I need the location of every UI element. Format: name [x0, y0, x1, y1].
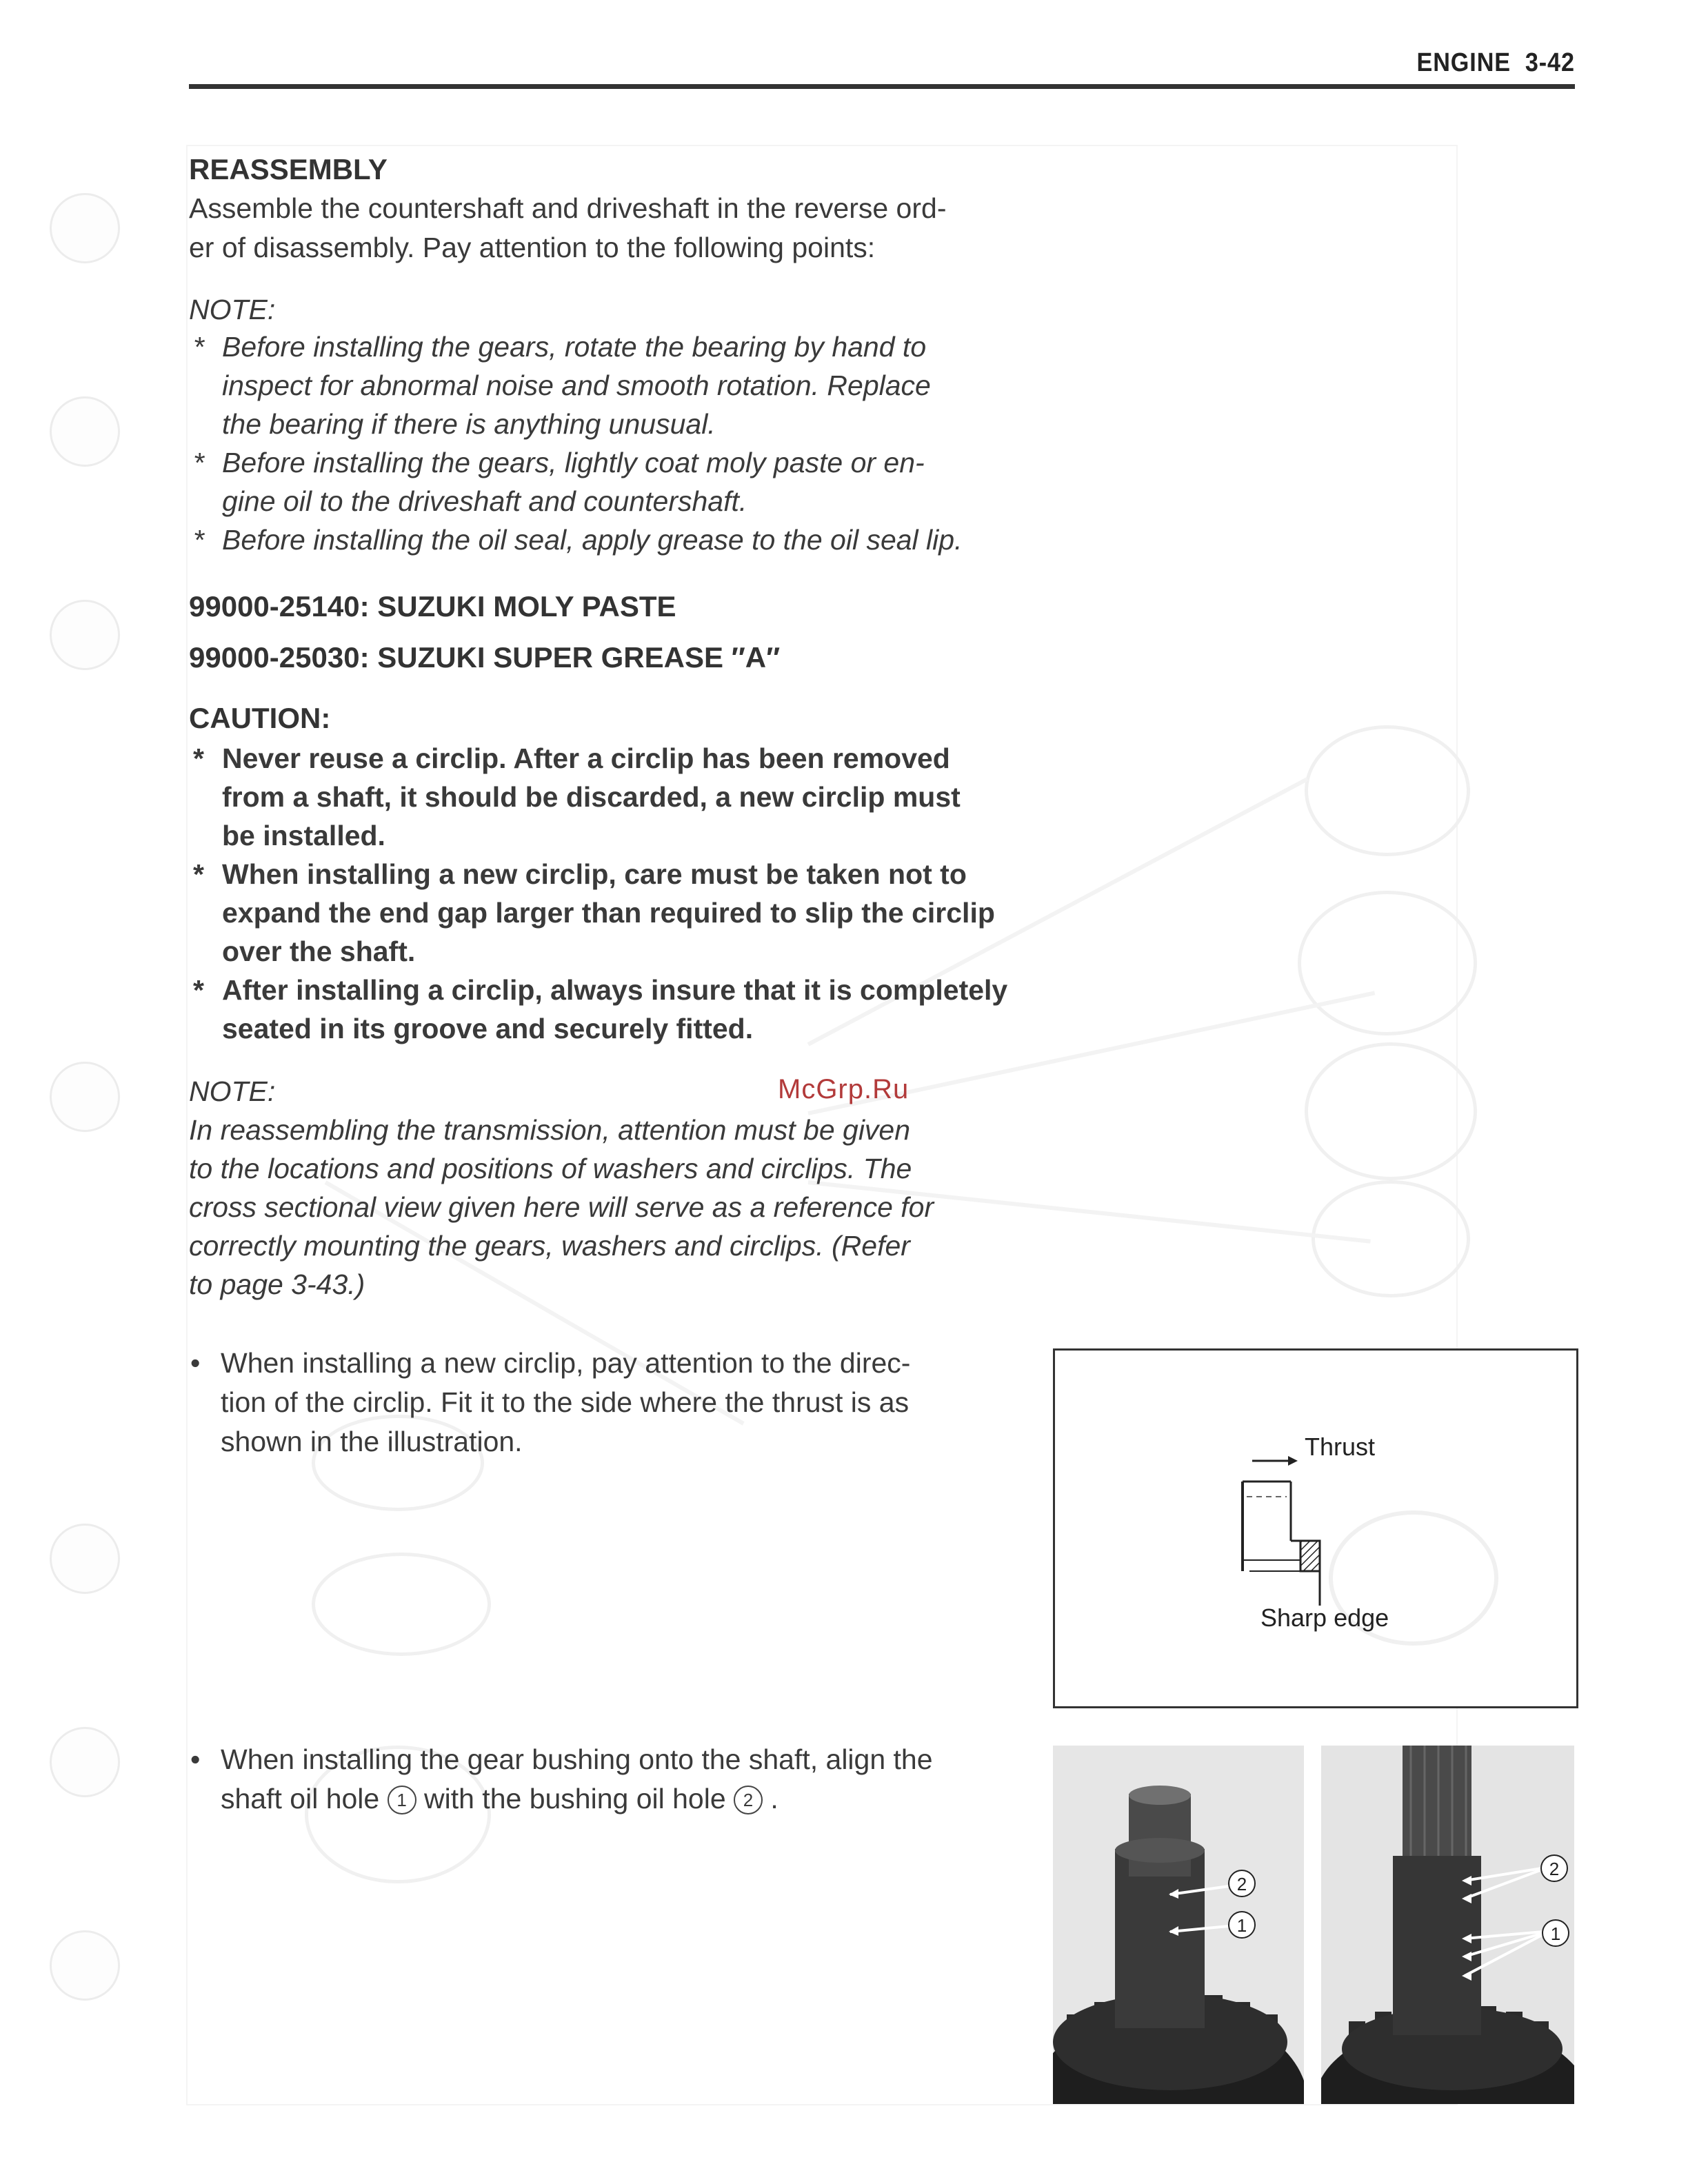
caution-line: from a shaft, it should be discarded, a new circlip must: [222, 781, 961, 813]
note-line: correctly mounting the gears, washers and circlips. (Refer: [189, 1230, 910, 1262]
caution-line: seated in its groove and securely fitted.: [222, 1013, 754, 1044]
part-number-super-grease: 99000-25030: SUZUKI SUPER GREASE ′′A′′: [189, 641, 781, 674]
note-line: the bearing if there is anything unusual.: [222, 408, 716, 440]
note-line: to page 3-43.): [189, 1268, 365, 1300]
caution-item: [189, 855, 1009, 971]
binder-hole-4: [50, 1062, 120, 1132]
reassembly-heading: REASSEMBLY: [189, 153, 388, 185]
header-rule: [189, 84, 1575, 89]
asterisk: *: [193, 858, 204, 890]
thrust-label: Thrust: [1305, 1433, 1376, 1461]
binder-hole-3: [50, 600, 120, 670]
shaft-end: [1129, 1786, 1191, 1805]
caution-item: [189, 971, 1009, 1048]
asterisk: *: [193, 331, 204, 363]
callout-label-1: 1: [1550, 1923, 1561, 1944]
bullet-dot: •: [190, 1347, 201, 1379]
thrust-arrowhead: [1288, 1456, 1298, 1466]
bullet-line: tion of the circlip. Fit it to the side where the thrust is as: [221, 1386, 910, 1418]
asterisk: *: [193, 447, 204, 478]
circlip-thrust-diagram: [1053, 1348, 1578, 1708]
bullet-text: .: [763, 1783, 778, 1814]
note-line: gine oil to the driveshaft and countershaft.: [222, 485, 747, 517]
reassembly-intro-line: Assemble the countershaft and driveshaft in the reverse ord-: [189, 192, 947, 224]
callout-label-2: 2: [1236, 1874, 1247, 1894]
note-item: [189, 520, 1009, 559]
countershaft-photo: [1053, 1746, 1304, 2104]
note-line: In reassembling the transmission, attention must be given: [189, 1114, 911, 1146]
binder-hole-5: [50, 1524, 120, 1594]
bullet-line: When installing a new circlip, pay attention to the direc-: [221, 1347, 911, 1379]
bullet-line: shown in the illustration.: [221, 1426, 523, 1457]
circlip-illustration: [1055, 1351, 1576, 1706]
photo-driveshaft-bushing: [1321, 1746, 1574, 2104]
sharp-edge-label: Sharp edge: [1260, 1604, 1389, 1632]
bullet-item: [189, 1344, 1009, 1462]
callout-label-2: 2: [1549, 1859, 1560, 1879]
caution-line: over the shaft.: [222, 936, 416, 967]
caution-line: After installing a circlip, always insure that it is completely: [222, 974, 1008, 1006]
callout-number-2: 2: [734, 1786, 763, 1814]
note-line: Before installing the gears, lightly coat moly paste or en-: [222, 447, 925, 478]
caution-line: expand the end gap larger than required to slip the circlip: [222, 897, 995, 929]
note-heading: NOTE:: [189, 294, 276, 325]
caution-block: [189, 702, 1009, 1048]
bullet-line: When installing the gear bushing onto the shaft, align the: [221, 1743, 933, 1775]
watermark: McGrp.Ru: [778, 1074, 910, 1104]
reassembly-section: [189, 153, 1009, 267]
binder-hole-2: [50, 396, 120, 467]
bullet-line: [221, 1779, 1009, 1819]
note-item: [189, 443, 1009, 520]
caution-line: be installed.: [222, 820, 385, 851]
page-header: [1417, 48, 1575, 78]
asterisk: *: [193, 742, 204, 774]
header-page-number: 3-42: [1525, 48, 1575, 77]
bullet-text: shaft oil hole: [221, 1783, 388, 1814]
caution-heading: CAUTION:: [189, 702, 331, 734]
note-block-2: [189, 1075, 1009, 1304]
reassembly-intro: [189, 189, 1009, 267]
callout-label-1: 1: [1236, 1915, 1247, 1936]
bullet-text: with the bushing oil hole: [416, 1783, 734, 1814]
binder-hole-1: [50, 193, 120, 263]
gear-bushing-instruction: [189, 1740, 1009, 1819]
bushing-top: [1115, 1838, 1205, 1863]
callout-number-1: 1: [388, 1786, 416, 1814]
asterisk: *: [193, 974, 204, 1006]
bullet-dot: •: [190, 1743, 201, 1775]
driveshaft-photo: [1321, 1746, 1574, 2104]
note-block-1: [189, 294, 1009, 559]
note-heading: NOTE:: [189, 1075, 276, 1107]
circlip-direction-instruction: [189, 1344, 1009, 1462]
note-line: cross sectional view given here will serve as a reference for: [189, 1191, 934, 1223]
caution-line: When installing a new circlip, care must be taken not to: [222, 858, 967, 890]
note-line: Before installing the gears, rotate the bearing by hand to: [222, 331, 927, 363]
bullet-item: [189, 1740, 1009, 1819]
note-line: Before installing the oil seal, apply grease to the oil seal lip.: [222, 524, 963, 556]
asterisk: *: [193, 524, 204, 556]
binder-hole-7: [50, 1930, 120, 2001]
note-line: to the locations and positions of washers and circlips. The: [189, 1153, 912, 1184]
shaft-splines-photo: [1403, 1746, 1471, 1870]
note-item: [189, 327, 1009, 443]
note-line: inspect for abnormal noise and smooth rotation. Replace: [222, 370, 931, 401]
caution-line: Never reuse a circlip. After a circlip has been removed: [222, 742, 950, 774]
shaft-photo: [1129, 1794, 1191, 1877]
photo-countershaft-bushing: [1053, 1746, 1304, 2104]
reassembly-intro-line: er of disassembly. Pay attention to the following points:: [189, 232, 876, 263]
circlip-cross-section: [1300, 1541, 1320, 1571]
header-section: ENGINE: [1416, 48, 1511, 77]
caution-item: [189, 739, 1009, 855]
part-number-moly-paste: 99000-25140: SUZUKI MOLY PASTE: [189, 590, 676, 623]
note-paragraph: [189, 1111, 1009, 1304]
binder-hole-6: [50, 1727, 120, 1797]
